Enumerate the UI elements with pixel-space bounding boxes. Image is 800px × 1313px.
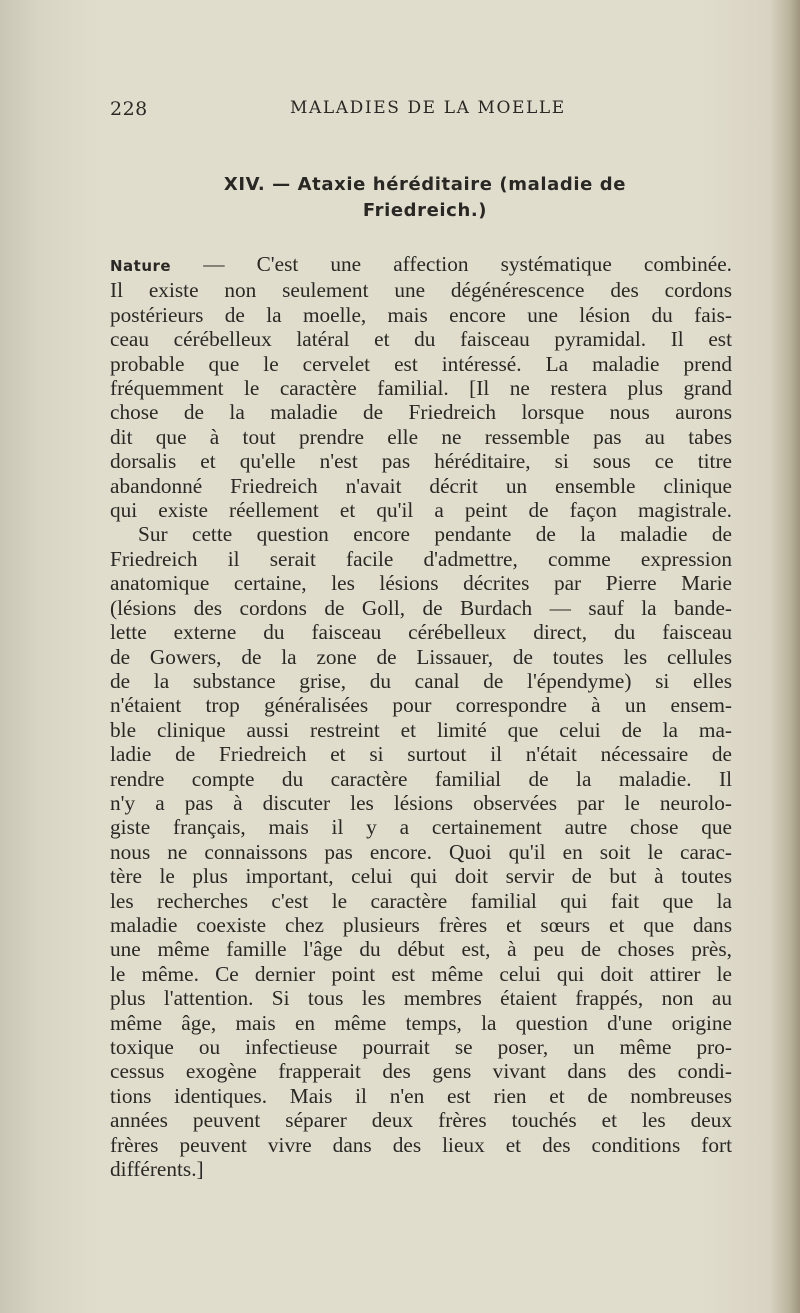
- text-line: de la substance grise, du canal de l'épendyme) si elles: [110, 668, 732, 693]
- text-line: les recherches c'est le caractère familial qui fait que la: [110, 888, 732, 913]
- text-line: le même. Ce dernier point est même celui qui doit attirer le: [110, 961, 732, 986]
- text-line: rendre compte du caractère familial de la maladie. Il: [110, 766, 732, 791]
- section-title-line: Friedreich.): [362, 200, 488, 221]
- text-line: plus l'attention. Si tous les membres étaient frappés, non au: [110, 986, 732, 1011]
- text-line: frères peuvent vivre dans des lieux et des conditions fort: [110, 1132, 732, 1157]
- text-line: n'y a pas à discuter les lésions observées par le neurolo-: [110, 790, 732, 815]
- text-line: chose de la maladie de Friedreich lorsque nous aurons: [110, 400, 732, 425]
- running-head: MALADIES DE LA MOELLE: [290, 98, 566, 118]
- text-line: tions identiques. Mais il n'en est rien et de nombreuses: [110, 1083, 732, 1108]
- text-line: ladie de Friedreich et si surtout il n'était nécessaire de: [110, 742, 732, 767]
- text-line: Sur cette question encore pendante de la maladie de: [138, 522, 732, 547]
- text-line: de Gowers, de la zone de Lissauer, de toutes les cellules: [110, 644, 732, 669]
- text-line: ble clinique aussi restreint et limité que celui de la ma-: [110, 717, 732, 742]
- text-line: Nature — C'est une affection systématique combinée.: [110, 252, 732, 276]
- text-line: années peuvent séparer deux frères touchés et les deux: [110, 1108, 732, 1133]
- text-line: différents.]: [110, 1157, 204, 1182]
- text-line: Friedreich il serait facile d'admettre, comme expression: [110, 546, 732, 571]
- text-line: nous ne connaissons pas encore. Quoi qu'il en soit le carac-: [110, 839, 732, 864]
- text-line: n'étaient trop généralisées pour correspondre à un ensem-: [110, 693, 732, 718]
- page-header: [110, 98, 732, 128]
- text-line: postérieurs de la moelle, mais encore une lésion du fais-: [110, 302, 732, 327]
- lead-word: Nature: [110, 257, 172, 275]
- text-line: Il existe non seulement une dégénérescence des cordons: [110, 278, 732, 303]
- text-line: dit que à tout prendre elle ne ressemble pas au tabes: [110, 424, 732, 449]
- text-line: qui existe réellement et qu'il a peint de façon magistrale.: [110, 498, 732, 523]
- text-line: giste français, mais il y a certainement autre chose que: [110, 815, 732, 840]
- page-number: 228: [110, 98, 148, 120]
- text-line: lette externe du faisceau cérébelleux direct, du faisceau: [110, 620, 732, 645]
- text-line: (lésions des cordons de Goll, de Burdach — sauf la bande-: [110, 595, 732, 620]
- text-line: toxique ou infectieuse pourrait se poser, un même pro-: [110, 1035, 732, 1059]
- text-line: même âge, mais en même temps, la question d'une origine: [110, 1010, 732, 1035]
- text-line: maladie coexiste chez plusieurs frères et sœurs et que dans: [110, 912, 732, 937]
- section-title: [140, 172, 710, 224]
- text-line: anatomique certaine, les lésions décrites par Pierre Marie: [110, 571, 732, 596]
- text-line: probable que le cervelet est intéressé. La maladie prend: [110, 351, 732, 376]
- text-line: tère le plus important, celui qui doit servir de but à toutes: [110, 864, 732, 889]
- section-title-line: XIV. — Ataxie héréditaire (maladie de: [223, 174, 627, 195]
- body-text: [110, 252, 732, 1181]
- text-line: fréquemment le caractère familial. [Il ne restera plus grand: [110, 376, 732, 401]
- text-line: abandonné Friedreich n'avait décrit un ensemble clinique: [110, 473, 732, 498]
- text-line: ceau cérébelleux latéral et du faisceau pyramidal. Il est: [110, 327, 732, 352]
- text-line: cessus exogène frapperait des gens vivant dans des condi-: [110, 1059, 732, 1084]
- text-line: dorsalis et qu'elle n'est pas héréditaire, si sous ce titre: [110, 449, 732, 474]
- text-line: une même famille l'âge du début est, à peu de choses près,: [110, 937, 732, 962]
